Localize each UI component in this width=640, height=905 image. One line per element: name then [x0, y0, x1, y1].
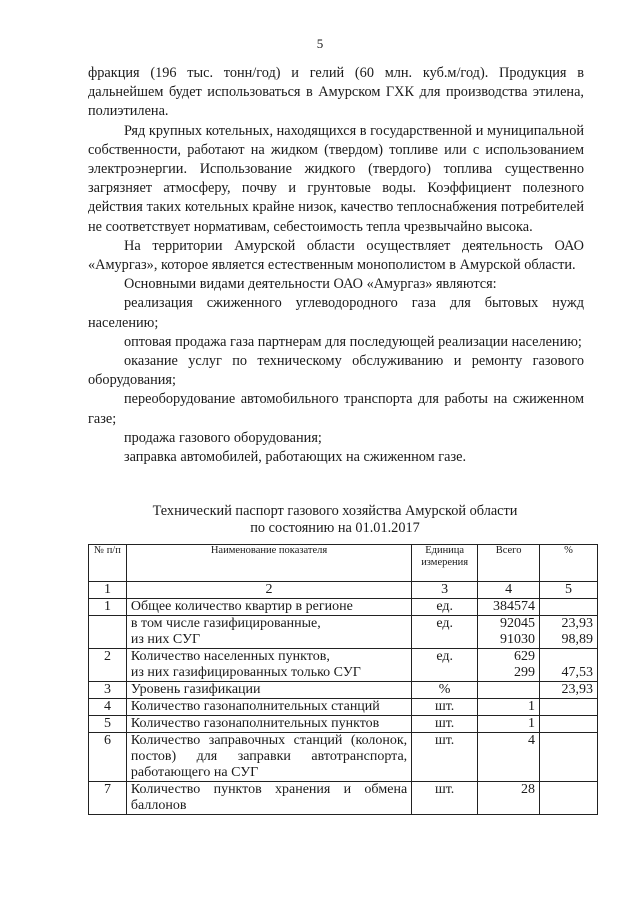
row-num: 6: [89, 733, 127, 782]
row-num: 5: [89, 716, 127, 733]
row-num: 3: [89, 682, 127, 699]
col-number: 1: [89, 582, 127, 599]
col-number: 2: [126, 582, 411, 599]
row-num: 4: [89, 699, 127, 716]
table-row: [89, 733, 598, 782]
list-item: оказание услуг по техническому обслуживанию и ремонту газового оборудования;: [88, 353, 584, 389]
table-title-line1: Технический паспорт газового хозяйства Амурской области: [152, 503, 518, 519]
table-header-row: [89, 545, 598, 582]
row-pct: [540, 782, 598, 815]
row-num: [89, 616, 127, 649]
page-number: 5: [316, 36, 324, 51]
header-pct: %: [540, 545, 598, 582]
row-total: 629 299: [478, 649, 540, 682]
table-row: [89, 649, 598, 682]
row-unit: ед.: [412, 616, 478, 649]
list-item: заправка автомобилей, работающих на сжиженном газе.: [124, 449, 467, 466]
row-name: Количество газонаполнительных пунктов: [126, 716, 411, 733]
row-total: 4: [478, 733, 540, 782]
row-pct: [540, 699, 598, 716]
row-name: Количество населенных пунктов, из них газифицированных только СУГ: [126, 649, 411, 682]
list-item: продажа газового оборудования;: [124, 429, 322, 446]
row-pct: 23,93: [540, 682, 598, 699]
row-unit: шт.: [412, 733, 478, 782]
table-title: [120, 503, 550, 537]
col-number: 5: [540, 582, 598, 599]
list-item: оптовая продажа газа партнерам для последующей реализации населению;: [124, 333, 582, 350]
row-name: Общее количество квартир в регионе: [126, 599, 411, 616]
row-unit: шт.: [412, 699, 478, 716]
row-name: Уровень газификации: [126, 682, 411, 699]
row-name: Количество пунктов хранения и обмена баллонов: [126, 782, 411, 815]
row-total: 384574: [478, 599, 540, 616]
row-num: 2: [89, 649, 127, 682]
col-number: 4: [478, 582, 540, 599]
header-num: № п/п: [89, 545, 127, 582]
row-pct: [540, 599, 598, 616]
paragraph: Ряд крупных котельных, находящихся в государственной и муниципальной собственности, работают на жидком (твердом) топливе или с использованием электроэнергии. Использование жидкого (твердого) топлива существенно загрязняет атмосферу, почву и грунтовые воды. Коэффициент полезного действия таких котельных крайне низок, качество теплоснабжения потребителей не соответствует нормативам, себестоимость тепла чрезвычайно высока.: [88, 122, 584, 235]
row-total: 1: [478, 699, 540, 716]
header-unit: Единица измерения: [412, 545, 478, 582]
passport-table: [88, 544, 598, 815]
row-unit: ед.: [412, 599, 478, 616]
row-unit: шт.: [412, 716, 478, 733]
header-total: Всего: [478, 545, 540, 582]
row-num: 1: [89, 599, 127, 616]
row-pct: [540, 733, 598, 782]
table-title-line2: по состоянию на 01.01.2017: [250, 520, 420, 536]
table-row: [89, 782, 598, 815]
row-total: 92045 91030: [478, 616, 540, 649]
header-name: Наименование показателя: [126, 545, 411, 582]
table-row: [89, 699, 598, 716]
paragraph: Основными видами деятельности ОАО «Амургаз» являются:: [124, 276, 497, 293]
body-text: [88, 64, 584, 467]
table-row: [89, 599, 598, 616]
paragraph: фракция (196 тыс. тонн/год) и гелий (60 млн. куб.м/год). Продукция в дальнейшем будет использоваться в Амурском ГХК для производства этилена, полиэтилена.: [88, 65, 584, 120]
row-unit: шт.: [412, 782, 478, 815]
row-pct: 47,53: [540, 649, 598, 682]
row-pct: [540, 716, 598, 733]
row-total: [478, 682, 540, 699]
list-item: переоборудование автомобильного транспорта для работы на сжиженном газе;: [88, 391, 584, 427]
row-pct: 23,93 98,89: [540, 616, 598, 649]
row-total: 1: [478, 716, 540, 733]
column-number-row: [89, 582, 598, 599]
row-total: 28: [478, 782, 540, 815]
table-row: [89, 616, 598, 649]
row-name: Количество заправочных станций (колонок, постов) для заправки автотранспорта, работающего на СУГ: [126, 733, 411, 782]
col-number: 3: [412, 582, 478, 599]
row-name: Количество газонаполнительных станций: [126, 699, 411, 716]
paragraph: На территории Амурской области осуществляет деятельность ОАО «Амургаз», которое является естественным монополистом в Амурской области.: [88, 237, 584, 274]
row-num: 7: [89, 782, 127, 815]
table-row: [89, 716, 598, 733]
row-unit: ед.: [412, 649, 478, 682]
row-unit: %: [412, 682, 478, 699]
row-name: в том числе газифицированные, из них СУГ: [126, 616, 411, 649]
table-row: [89, 682, 598, 699]
list-item: реализация сжиженного углеводородного газа для бытовых нужд населению;: [88, 295, 584, 331]
